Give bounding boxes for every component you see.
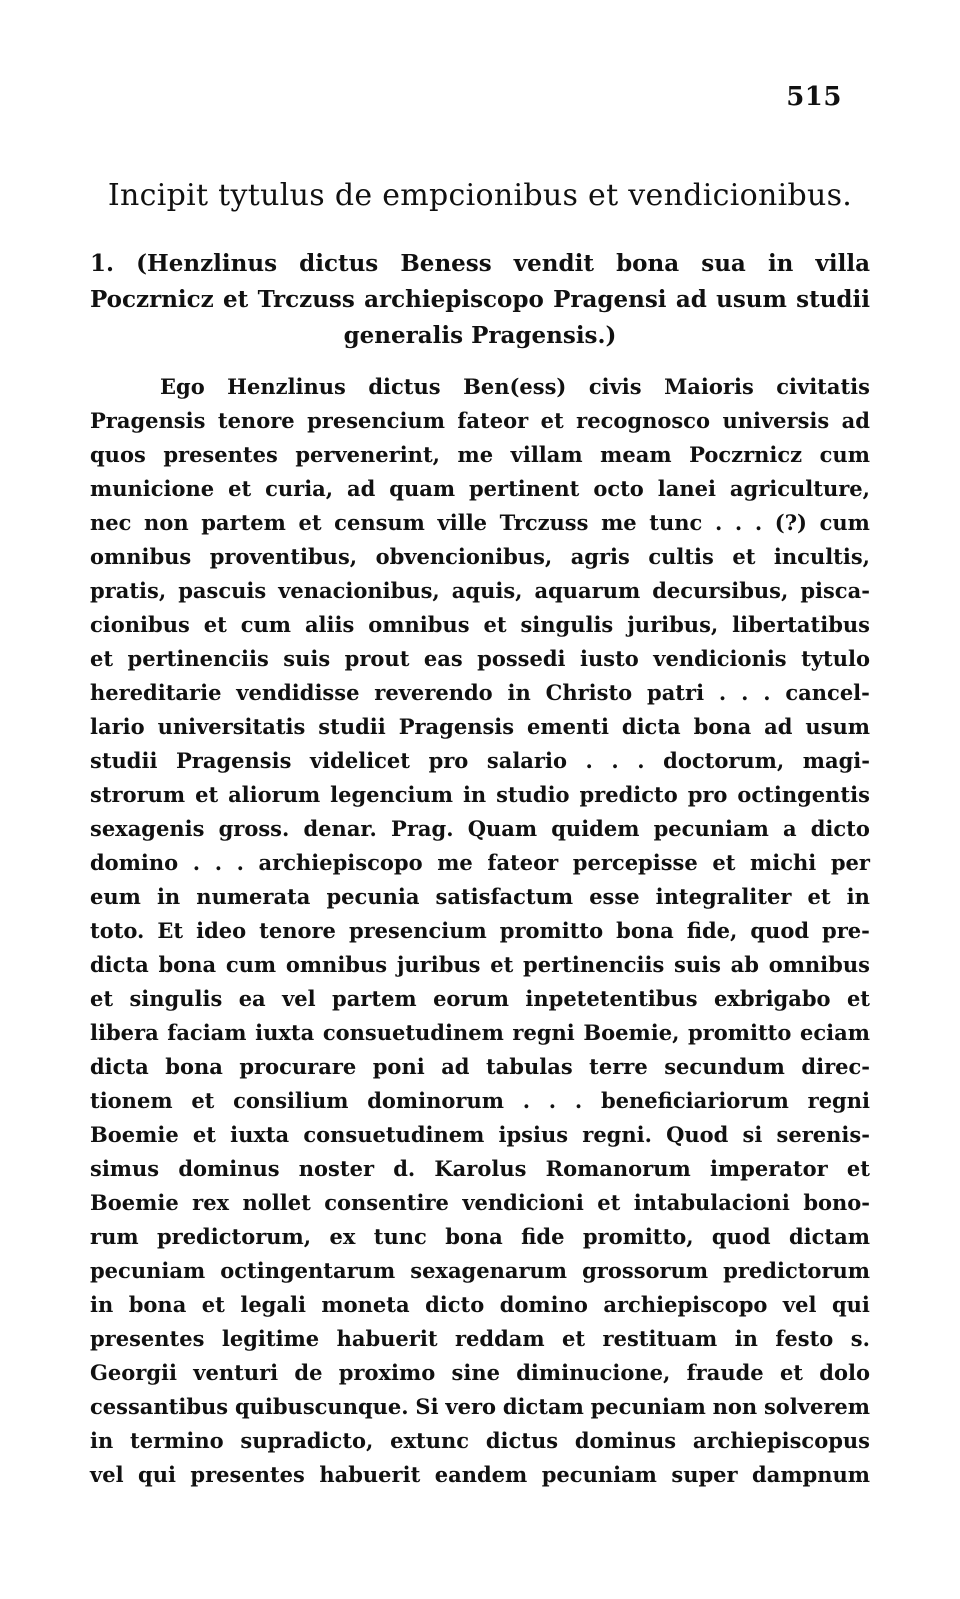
body-line: Pragensis tenore presencium fateor et recognosco universis ad [90, 408, 870, 433]
body-line: toto. Et ideo tenore presencium promitto bona fide, quod pre- [90, 918, 870, 943]
document-heading: 1. (Henzlinus dictus Beness vendit bona sua in villa Poczrnicz et Trczuss archiepiscopo Pragensi ad usum studii generalis Pragensis.) [90, 250, 870, 349]
body-line: dicta bona procurare poni ad tabulas terre secundum direc- [90, 1054, 870, 1079]
body-line: tionem et consilium dominorum . . . beneficiariorum regni [90, 1088, 870, 1113]
body-line: municione et curia, ad quam pertinent octo lanei agriculture, [90, 476, 870, 501]
body-line: et pertinenciis suis prout eas possedi iusto vendicionis tytulo [90, 646, 870, 671]
body-line: rum predictorum, ex tunc bona fide promitto, quod dictam [90, 1224, 870, 1249]
body-line: domino . . . archiepiscopo me fateor percepisse et michi per [90, 850, 870, 875]
body-line: nec non partem et censum ville Trczuss me tunc . . . (?) cum [90, 510, 870, 535]
body-line: Boemie et iuxta consuetudinem ipsius regni. Quod si serenis- [90, 1122, 870, 1147]
body-line: presentes legitime habuerit reddam et restituam in festo s. [90, 1326, 870, 1351]
body-line: omnibus proventibus, obvencionibus, agris cultis et incultis, [90, 544, 870, 569]
body-line: Ego Henzlinus dictus Ben(ess) civis Maioris civitatis [160, 374, 870, 399]
body-line: sexagenis gross. denar. Prag. Quam quidem pecuniam a dicto [90, 816, 870, 841]
body-line: cessantibus quibuscunque. Si vero dictam pecuniam non solverem [90, 1394, 870, 1419]
body-line: Boemie rex nollet consentire vendicioni et intabulacioni bono- [90, 1190, 870, 1215]
body-line: simus dominus noster d. Karolus Romanorum imperator et [90, 1156, 870, 1181]
body-line: in termino supradicto, extunc dictus dominus archiepiscopus [90, 1428, 870, 1453]
body-line: vel qui presentes habuerit eandem pecuniam super dampnum [90, 1462, 870, 1487]
body-line: strorum et aliorum legencium in studio predicto pro octingentis [90, 782, 870, 807]
body-line: lario universitatis studii Pragensis ementi dicta bona ad usum [90, 714, 870, 739]
body-line: libera faciam iuxta consuetudinem regni Boemie, promitto eciam [90, 1020, 870, 1045]
body-line: et singulis ea vel partem eorum inpetetentibus exbrigabo et [90, 986, 870, 1011]
document-body [90, 370, 870, 1492]
body-line: pecuniam octingentarum sexagenarum grossorum predictorum [90, 1258, 870, 1283]
body-line: cionibus et cum aliis omnibus et singulis juribus, libertatibus [90, 612, 870, 637]
body-line: quos presentes pervenerint, me villam meam Poczrnicz cum [90, 442, 870, 467]
body-line: dicta bona cum omnibus juribus et pertinenciis suis ab omnibus [90, 952, 870, 977]
body-line: Georgii venturi de proximo sine diminucione, fraude et dolo [90, 1360, 870, 1385]
body-line: eum in numerata pecunia satisfactum esse integraliter et in [90, 884, 870, 909]
body-line: pratis, pascuis venacionibus, aquis, aquarum decursibus, pisca- [90, 578, 870, 603]
page-number: 515 [786, 82, 842, 112]
body-line: hereditarie vendidisse reverendo in Christo patri . . . cancel- [90, 680, 870, 705]
body-line: in bona et legali moneta dicto domino archiepiscopo vel qui [90, 1292, 870, 1317]
body-line: studii Pragensis videlicet pro salario . . . doctorum, magi- [90, 748, 870, 773]
section-title: Incipit tytulus de empcionibus et vendicionibus. [107, 178, 853, 213]
